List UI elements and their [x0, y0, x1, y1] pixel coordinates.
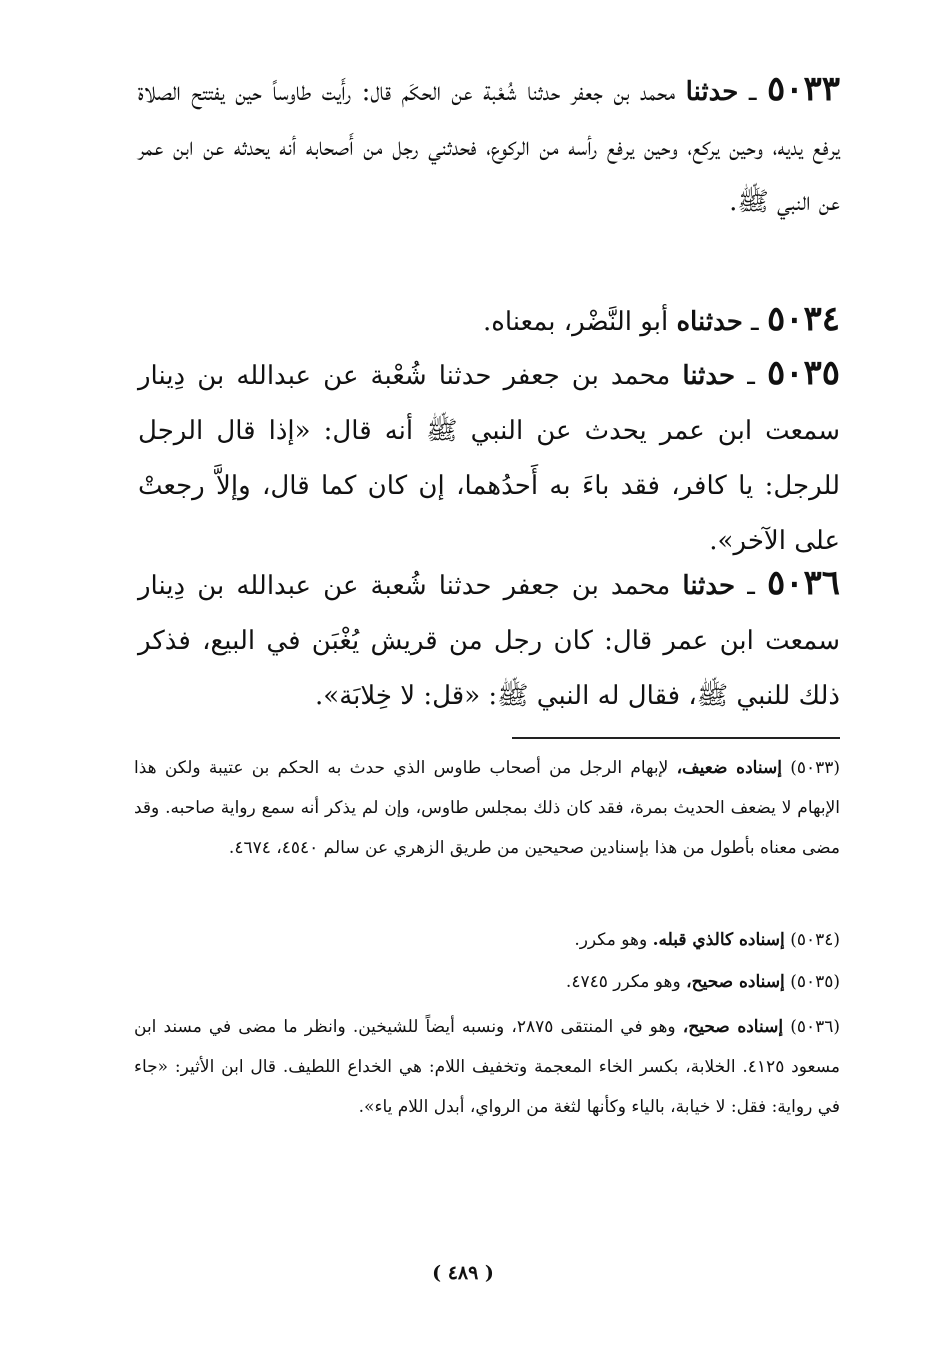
hadith-number: ٥٠٣٦ [766, 563, 840, 603]
footnote-5036 [134, 1007, 840, 1127]
footnote-5034 [134, 920, 840, 960]
hadith-number: ٥٠٣٤ [766, 299, 840, 339]
hadith-dash: ـ [738, 77, 767, 107]
hadith-5035 [138, 346, 840, 569]
footnote-grade: إسناده صحيح، [686, 972, 785, 992]
footnote-ref: (٥٠٣٥) [790, 972, 840, 992]
footnote-5035 [134, 962, 840, 1002]
hadith-text: محمد بن جعفر حدثنا شُعْبة عن عبدالله بن دِينار سمعت ابن عمر يحدث عن النبي ﷺ أنه قال: «إذا قال الرجل للرجل: يا كافر، فقد باءَ به أَحدُهما، إن كان كما قال، وإلاَّ رجعتْ على الآخر». [138, 361, 840, 556]
hadith-5033 [138, 62, 840, 230]
hadith-text: محمد بن جعفر حدثنا شُعبة عن عبدالله بن دِينار سمعت ابن عمر قال: كان رجل من قريش يُغْبَن في البيع، فذكر ذلك للنبي ﷺ، فقال له النبي ﷺ: «قل: لا خِلابَة». [138, 571, 840, 711]
footnote-divider [512, 737, 840, 739]
hadith-dash: ـ [742, 307, 767, 337]
footnote-ref: (٥٠٣٤) [790, 930, 840, 950]
hadith-lead: حدثناه [676, 307, 743, 337]
hadith-dash: ـ [735, 361, 767, 391]
footnote-ref: (٥٠٣٦) [790, 1017, 840, 1037]
footnote-text: وهو مكرر. [574, 930, 653, 950]
hadith-lead: حدثنا [682, 571, 736, 601]
hadith-number: ٥٠٣٣ [766, 69, 840, 109]
hadith-text: أبو النَّضْر، بمعناه. [483, 307, 677, 337]
footnote-grade: إسناده صحيح، [682, 1017, 784, 1037]
hadith-lead: حدثنا [682, 361, 736, 391]
hadith-dash: ـ [735, 571, 767, 601]
footnote-ref: (٥٠٣٣) [790, 758, 840, 778]
hadith-5036 [138, 556, 840, 724]
hadith-number: ٥٠٣٥ [766, 353, 840, 393]
footnote-5033 [134, 748, 840, 868]
hadith-text: محمد بن جعفر حدثنا شُعْبة عن الحكَم قال: رأَيت طاوساً حين يفتتح الصلاة يرفع يديه، وحين يركع، وحين يرفع رأسه من الركوع، فحدثني رجل من أَصحابه أنه يحدثه عن ابن عمر عن النبي ﷺ. [138, 77, 840, 217]
footnote-text: لإبهام الرجل من أصحاب طاوس الذي حدث به الحكم بن عتيبة ولكن هذا الإبهام لا يضعف الحديث بمرة، فقد كان ذلك بمجلس طاوس، وإن لم يذكر أنه سمع رواية صاحبه. وقد مضى معناه بأطول من هذا بإسنادين صحيحين من طريق الزهري عن سالم ٤٥٤٠، ٤٦٧٤. [134, 758, 840, 858]
footnote-grade: إسناده ضعيف، [676, 758, 782, 778]
hadith-5034 [138, 292, 840, 350]
footnote-grade: إسناده كالذي قبله. [652, 930, 785, 950]
footnote-text: وهو مكرر ٤٧٤٥. [565, 972, 687, 992]
footnote-text: وهو في المنتقى ٢٨٧٥، ونسبه أيضاً للشيخين. وانظر ما مضى في مسند ابن مسعود ٤١٢٥. الخلابة، بكسر الخاء المعجمة وتخفيف اللام: هي الخداع اللطيف. قال ابن الأثير: «جاء في رواية: فقل: لا خيابة، بالياء وكأنها لثغة من الرواي، أبدل اللام ياء». [134, 1017, 840, 1117]
page-number: ( ٤٨٩ ) [432, 1262, 494, 1284]
hadith-lead: حدثنا [685, 77, 739, 107]
